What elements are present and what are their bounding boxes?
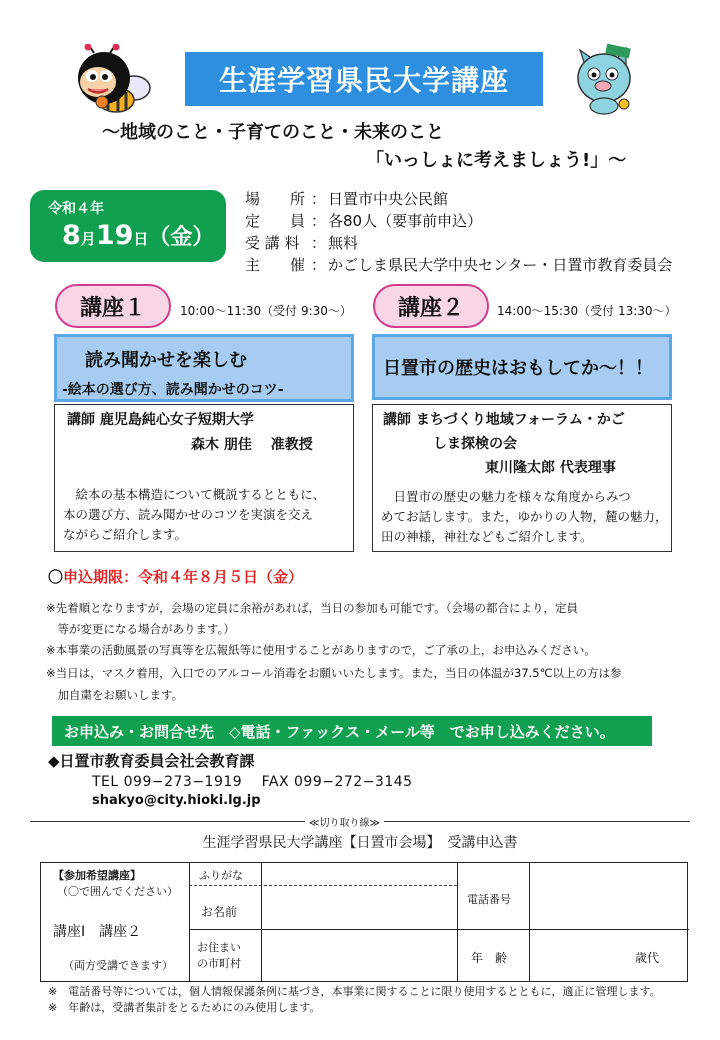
course-1-label: 講座１	[55, 284, 171, 328]
bee-mascot-illustration	[64, 44, 156, 116]
note-line: ※本事業の活動風景の写真等を広報紙等に使用することがありますので，ご了承の上，お申込みください。	[46, 643, 596, 657]
date-day-unit: 日	[133, 230, 149, 248]
subtitle-line-1: ～地域のこと・子育てのこと・未来のこと	[102, 122, 444, 143]
form-furigana-label: ふりがな	[199, 869, 243, 882]
deadline-text: 申込期限：令和４年８月５日（金）	[63, 568, 304, 586]
info-row-organizer: 主 催 ： かごしま県民大学中央センター・日置市教育委員会	[245, 256, 673, 274]
course-2-desc-3: 田の神様，神社などもご紹介します。	[381, 529, 593, 544]
contact-office: ◆日置市教育委員会社会教育課	[48, 752, 255, 770]
form-course-options[interactable]: 講座Ⅰ 講座２	[53, 924, 142, 940]
course-1-title: 読み聞かせを楽しむ	[85, 350, 247, 371]
contact-phone-fax: TEL 099−273−1919 FAX 099−272−3145	[92, 774, 413, 790]
course-1-desc-1: 絵本の基本構造について概説するとともに、	[63, 487, 326, 502]
date-day: 19	[95, 220, 134, 251]
date-era: 令和４年	[48, 201, 104, 217]
info-key: 主 催	[245, 256, 306, 274]
course-2-detail	[372, 404, 672, 552]
note-line: ※当日は，マスク着用，入口でのアルコール消毒をお願いいたします。また，当日の体温が37.5℃以上の方は参	[46, 666, 622, 680]
info-key: 場 所	[245, 190, 306, 208]
footnote-age: ※ 年齢は，受講者集計をとるためにのみ使用します。	[48, 1001, 321, 1014]
course-2-time: 14:00～15:30（受付 13:30～）	[497, 304, 677, 318]
deadline-mark: 〇	[48, 568, 64, 586]
form-course-hint: （〇で囲んでください）	[57, 885, 178, 898]
course-2-lecturer-org-2: しま探検の会	[433, 436, 517, 452]
note-line: 加自粛をお願いします。	[46, 688, 184, 702]
form-course-head: 【参加希望講座】	[53, 869, 141, 882]
date-line	[62, 220, 214, 251]
info-value: 各80人（要事前申込）	[328, 212, 483, 230]
info-value: 日置市中央公民館	[328, 190, 449, 208]
course-2-desc-1: 日置市の歴史の魅力を様々な角度からみつ	[381, 489, 631, 504]
course-2-title: 日置市の歴史はおもしてか～！！	[383, 358, 653, 379]
form-age-label: 年 齢	[471, 951, 508, 965]
date-badge	[30, 190, 226, 262]
course-1-desc-2: 本の選び方、読み聞かせのコツを実演を交え	[63, 507, 314, 522]
note-line: 等が変更になる場合があります。）	[46, 622, 235, 636]
application-form	[40, 862, 688, 982]
contact-banner: お申込み・お問合せ先 ◇電話・ファックス・メール等 でお申し込みください。	[52, 716, 652, 746]
date-month-unit: 月	[80, 230, 96, 248]
course-1-title-box	[54, 334, 354, 402]
course-2-label: 講座２	[373, 284, 489, 328]
subtitle-line-2: 「いっしょに考えましょう!」～	[366, 150, 627, 171]
form-age-unit: 歳代	[635, 951, 660, 965]
furigana-input[interactable]	[261, 863, 457, 885]
date-month: 8	[62, 220, 81, 251]
form-address-label: お住まい	[197, 941, 241, 954]
form-address-label-2: の市町村	[197, 957, 241, 970]
date-weekday: （金）	[148, 225, 215, 250]
info-value: かごしま県民大学中央センター・日置市教育委員会	[328, 256, 673, 274]
course-1-time: 10:00～11:30（受付 9:30～）	[180, 304, 352, 318]
info-key: 定 員	[245, 212, 306, 230]
info-key: 受 講 料	[245, 234, 300, 252]
info-row-fee: 受 講 料 ： 無料	[245, 234, 359, 252]
course-1-desc-3: ながらご紹介します。	[63, 527, 188, 542]
info-value: 無料	[328, 234, 359, 252]
green-mascot-illustration	[570, 42, 640, 116]
form-title: 生涯学習県民大学講座【日置市会場】 受講申込書	[202, 835, 518, 851]
course-1-lecturer-org: 講師 鹿児島純心女子短期大学	[67, 412, 254, 428]
name-input[interactable]	[261, 885, 457, 929]
page-title: 生涯学習県民大学講座	[185, 52, 543, 106]
course-1-lecturer-name: 森木 朋佳 准教授	[191, 437, 313, 453]
cut-line-label: ≪切り取り線≫	[305, 814, 384, 829]
form-both-note: （両方受講できます）	[63, 959, 173, 972]
course-2-desc-2: めてお話します。また，ゆかりの人物，麓の魅力，	[381, 509, 668, 524]
application-deadline	[48, 566, 303, 587]
course-2-lecturer-org: 講師 まちづくり地域フォーラム・かご	[383, 412, 625, 428]
info-row-venue: 場 所 ： 日置市中央公民館	[245, 190, 449, 208]
age-input[interactable]	[529, 929, 629, 983]
course-1-detail	[54, 404, 354, 552]
form-phone-label: 電話番号	[467, 893, 511, 906]
course-2-lecturer-name: 東川隆太郎 代表理事	[485, 460, 616, 476]
contact-email: shakyo@city.hioki.lg.jp	[92, 793, 261, 808]
course-2-title-box	[372, 334, 672, 400]
course-1-subtitle: -絵本の選び方、読み聞かせのコツ-	[62, 382, 284, 398]
form-name-label: お名前	[201, 905, 238, 919]
note-line: ※先着順となりますが，会場の定員に余裕があれば，当日の参加も可能です。（会場の都合により，定員	[46, 601, 578, 615]
phone-input[interactable]	[529, 863, 689, 929]
address-input[interactable]	[261, 929, 457, 983]
footnote-privacy: ※ 電話番号等については，個人情報保護条例に基づき，本事業に関することに限り使用するとともに，適正に管理します。	[48, 985, 661, 998]
info-row-capacity: 定 員 ： 各80人（要事前申込）	[245, 212, 483, 230]
